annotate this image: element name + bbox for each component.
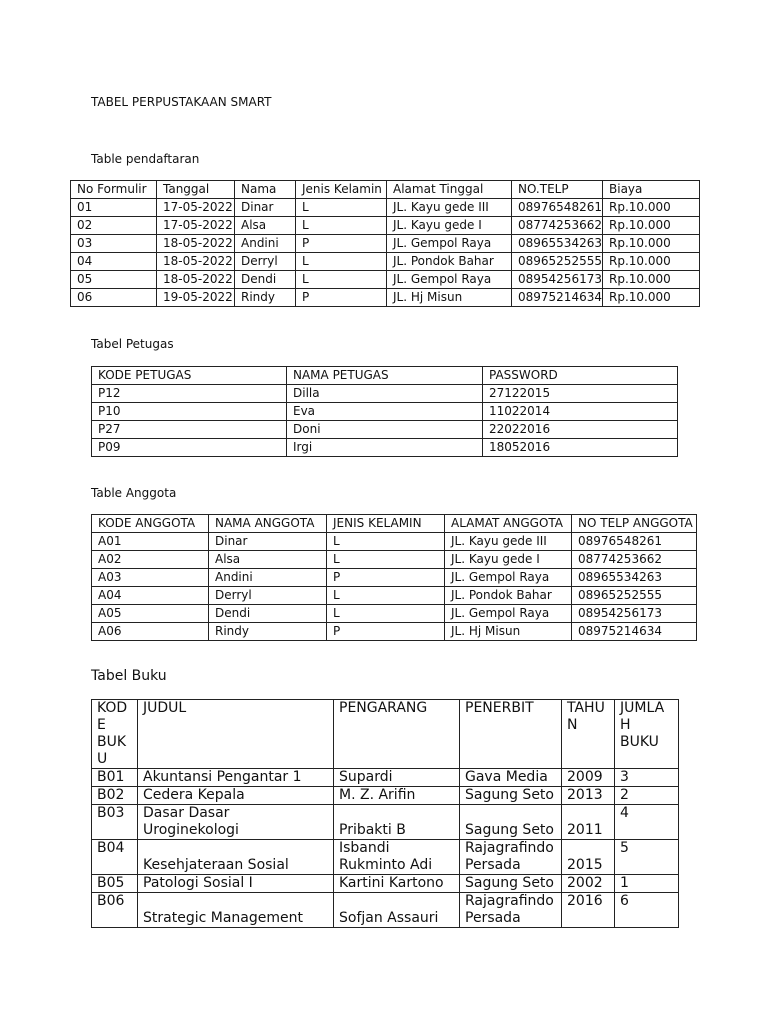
table-cell: 2009 bbox=[562, 769, 615, 787]
column-header: TAHU N bbox=[562, 700, 615, 769]
table-cell: B02 bbox=[92, 787, 138, 805]
table-row bbox=[92, 840, 679, 875]
table-cell: 2011 bbox=[562, 805, 615, 840]
petugas-title: Tabel Petugas bbox=[91, 337, 174, 351]
table-cell: 2 bbox=[615, 787, 679, 805]
table-cell: JL. Kayu gede III bbox=[445, 533, 572, 551]
table-cell: 08965252555 bbox=[572, 587, 697, 605]
table-cell: P10 bbox=[92, 403, 287, 421]
table-cell: Dendi bbox=[235, 271, 296, 289]
table-cell: 05 bbox=[71, 271, 157, 289]
table-cell: 4 bbox=[615, 805, 679, 840]
table-cell: 08965252555 bbox=[512, 253, 603, 271]
table-cell: Dendi bbox=[209, 605, 327, 623]
table-cell: 01 bbox=[71, 199, 157, 217]
table-cell: L bbox=[296, 217, 387, 235]
table-cell: 17-05-2022 bbox=[157, 199, 235, 217]
column-header: NO TELP ANGGOTA bbox=[572, 515, 697, 533]
table-cell: 08774253662 bbox=[572, 551, 697, 569]
table-cell: Sagung Seto bbox=[460, 805, 562, 840]
table-cell: P12 bbox=[92, 385, 287, 403]
column-header: JUDUL bbox=[138, 700, 334, 769]
pendaftaran-title: Table pendaftaran bbox=[91, 152, 200, 166]
table-cell: 06 bbox=[71, 289, 157, 307]
table-cell: Rp.10.000 bbox=[603, 271, 700, 289]
table-cell: Derryl bbox=[235, 253, 296, 271]
table-cell: 08976548261 bbox=[512, 199, 603, 217]
column-header: Biaya bbox=[603, 181, 700, 199]
table-cell: 27122015 bbox=[483, 385, 678, 403]
table-cell: 08965534263 bbox=[572, 569, 697, 587]
header-row bbox=[92, 700, 679, 769]
header-row bbox=[71, 181, 700, 199]
table-cell: P bbox=[296, 289, 387, 307]
table-cell: 3 bbox=[615, 769, 679, 787]
column-header: NAMA ANGGOTA bbox=[209, 515, 327, 533]
table-cell: 08965534263 bbox=[512, 235, 603, 253]
table-cell: 18-05-2022 bbox=[157, 253, 235, 271]
table-row bbox=[71, 253, 700, 271]
table-cell: Dasar Dasar Uroginekologi bbox=[138, 805, 334, 840]
table-cell: Sagung Seto bbox=[460, 787, 562, 805]
table-cell: L bbox=[327, 605, 445, 623]
table-cell: Dinar bbox=[209, 533, 327, 551]
table-cell: 22022016 bbox=[483, 421, 678, 439]
column-header: Nama bbox=[235, 181, 296, 199]
table-cell: Rajagrafindo Persada bbox=[460, 893, 562, 928]
table-row bbox=[92, 551, 697, 569]
anggota-table bbox=[91, 514, 697, 641]
table-cell: 2013 bbox=[562, 787, 615, 805]
table-cell: Alsa bbox=[235, 217, 296, 235]
table-cell: B04 bbox=[92, 840, 138, 875]
table-cell: 18-05-2022 bbox=[157, 271, 235, 289]
table-cell: Gava Media bbox=[460, 769, 562, 787]
table-cell: 6 bbox=[615, 893, 679, 928]
table-cell: P27 bbox=[92, 421, 287, 439]
table-cell: A05 bbox=[92, 605, 209, 623]
table-cell: 08954256173 bbox=[512, 271, 603, 289]
table-row bbox=[92, 403, 678, 421]
table-cell: Sagung Seto bbox=[460, 875, 562, 893]
table-cell: A04 bbox=[92, 587, 209, 605]
table-cell: 2015 bbox=[562, 840, 615, 875]
table-cell: Kesehjateraan Sosial bbox=[138, 840, 334, 875]
table-cell: 02 bbox=[71, 217, 157, 235]
table-cell: P09 bbox=[92, 439, 287, 457]
table-row bbox=[92, 769, 679, 787]
table-row bbox=[71, 289, 700, 307]
table-cell: L bbox=[296, 271, 387, 289]
table-cell: P bbox=[327, 623, 445, 641]
table-cell: 08774253662 bbox=[512, 217, 603, 235]
table-cell: 2002 bbox=[562, 875, 615, 893]
table-cell: L bbox=[327, 587, 445, 605]
table-cell: 04 bbox=[71, 253, 157, 271]
table-cell: Andini bbox=[235, 235, 296, 253]
table-row bbox=[71, 199, 700, 217]
table-cell: A06 bbox=[92, 623, 209, 641]
table-cell: B05 bbox=[92, 875, 138, 893]
table-cell: L bbox=[296, 253, 387, 271]
table-row bbox=[92, 875, 679, 893]
table-cell: Cedera Kepala bbox=[138, 787, 334, 805]
header-row bbox=[92, 367, 678, 385]
table-cell: M. Z. Arifin bbox=[334, 787, 460, 805]
column-header: Tanggal bbox=[157, 181, 235, 199]
table-cell: B06 bbox=[92, 893, 138, 928]
table-cell: JL. Kayu gede III bbox=[387, 199, 512, 217]
column-header: Jenis Kelamin bbox=[296, 181, 387, 199]
table-cell: Derryl bbox=[209, 587, 327, 605]
table-cell: A01 bbox=[92, 533, 209, 551]
table-cell: Rindy bbox=[235, 289, 296, 307]
table-cell: B03 bbox=[92, 805, 138, 840]
table-cell: Rajagrafindo Persada bbox=[460, 840, 562, 875]
table-cell: Strategic Management bbox=[138, 893, 334, 928]
table-cell: 2016 bbox=[562, 893, 615, 928]
table-cell: JL. Gempol Raya bbox=[445, 569, 572, 587]
table-row bbox=[92, 421, 678, 439]
column-header: NO.TELP bbox=[512, 181, 603, 199]
table-row bbox=[92, 439, 678, 457]
table-cell: 18052016 bbox=[483, 439, 678, 457]
column-header: KOD E BUK U bbox=[92, 700, 138, 769]
table-cell: Irgi bbox=[287, 439, 483, 457]
table-cell: Andini bbox=[209, 569, 327, 587]
table-cell: Dilla bbox=[287, 385, 483, 403]
table-cell: Rp.10.000 bbox=[603, 199, 700, 217]
table-cell: 03 bbox=[71, 235, 157, 253]
table-cell: 18-05-2022 bbox=[157, 235, 235, 253]
table-cell: JL. Gempol Raya bbox=[387, 235, 512, 253]
table-cell: JL. Hj Misun bbox=[445, 623, 572, 641]
table-cell: 19-05-2022 bbox=[157, 289, 235, 307]
table-cell: Dinar bbox=[235, 199, 296, 217]
table-cell: P bbox=[327, 569, 445, 587]
table-cell: Rindy bbox=[209, 623, 327, 641]
table-cell: L bbox=[327, 551, 445, 569]
pendaftaran-table bbox=[70, 180, 700, 307]
column-header: PENGARANG bbox=[334, 700, 460, 769]
table-cell: Rp.10.000 bbox=[603, 253, 700, 271]
table-cell: Isbandi Rukminto Adi bbox=[334, 840, 460, 875]
table-cell: JL. Kayu gede I bbox=[445, 551, 572, 569]
table-cell: A03 bbox=[92, 569, 209, 587]
table-cell: Akuntansi Pengantar 1 bbox=[138, 769, 334, 787]
table-cell: L bbox=[296, 199, 387, 217]
table-cell: 08975214634 bbox=[572, 623, 697, 641]
anggota-title: Table Anggota bbox=[91, 486, 177, 500]
table-row bbox=[92, 605, 697, 623]
header-row bbox=[92, 515, 697, 533]
table-cell: JL. Pondok Bahar bbox=[445, 587, 572, 605]
table-cell: JL. Pondok Bahar bbox=[387, 253, 512, 271]
table-cell: P bbox=[296, 235, 387, 253]
buku-table bbox=[91, 699, 679, 928]
column-header: PENERBIT bbox=[460, 700, 562, 769]
table-row bbox=[92, 893, 679, 928]
table-cell: 1 bbox=[615, 875, 679, 893]
table-cell: 08975214634 bbox=[512, 289, 603, 307]
table-row bbox=[92, 623, 697, 641]
table-cell: Doni bbox=[287, 421, 483, 439]
table-cell: Sofjan Assauri bbox=[334, 893, 460, 928]
table-row bbox=[71, 217, 700, 235]
table-cell: JL. Gempol Raya bbox=[387, 271, 512, 289]
table-cell: B01 bbox=[92, 769, 138, 787]
table-cell: JL. Gempol Raya bbox=[445, 605, 572, 623]
column-header: No Formulir bbox=[71, 181, 157, 199]
table-row bbox=[92, 787, 679, 805]
column-header: ALAMAT ANGGOTA bbox=[445, 515, 572, 533]
table-cell: JL. Hj Misun bbox=[387, 289, 512, 307]
column-header: KODE PETUGAS bbox=[92, 367, 287, 385]
table-row bbox=[92, 569, 697, 587]
table-row bbox=[71, 271, 700, 289]
table-cell: Rp.10.000 bbox=[603, 289, 700, 307]
table-cell: 5 bbox=[615, 840, 679, 875]
table-cell: Rp.10.000 bbox=[603, 217, 700, 235]
table-cell: Rp.10.000 bbox=[603, 235, 700, 253]
table-cell: Alsa bbox=[209, 551, 327, 569]
table-row bbox=[92, 533, 697, 551]
table-row bbox=[92, 385, 678, 403]
table-cell: 08954256173 bbox=[572, 605, 697, 623]
table-row bbox=[92, 805, 679, 840]
table-row bbox=[71, 235, 700, 253]
column-header: JENIS KELAMIN bbox=[327, 515, 445, 533]
table-cell: A02 bbox=[92, 551, 209, 569]
table-cell: JL. Kayu gede I bbox=[387, 217, 512, 235]
table-cell: Eva bbox=[287, 403, 483, 421]
table-cell: 08976548261 bbox=[572, 533, 697, 551]
table-row bbox=[92, 587, 697, 605]
table-cell: 17-05-2022 bbox=[157, 217, 235, 235]
document-title: TABEL PERPUSTAKAAN SMART bbox=[91, 95, 272, 109]
table-cell: Supardi bbox=[334, 769, 460, 787]
table-cell: Pribakti B bbox=[334, 805, 460, 840]
petugas-table bbox=[91, 366, 678, 457]
table-cell: Kartini Kartono bbox=[334, 875, 460, 893]
table-cell: Patologi Sosial I bbox=[138, 875, 334, 893]
column-header: KODE ANGGOTA bbox=[92, 515, 209, 533]
column-header: NAMA PETUGAS bbox=[287, 367, 483, 385]
column-header: Alamat Tinggal bbox=[387, 181, 512, 199]
column-header: JUMLA H BUKU bbox=[615, 700, 679, 769]
table-cell: 11022014 bbox=[483, 403, 678, 421]
table-cell: L bbox=[327, 533, 445, 551]
column-header: PASSWORD bbox=[483, 367, 678, 385]
buku-title: Tabel Buku bbox=[91, 668, 167, 684]
